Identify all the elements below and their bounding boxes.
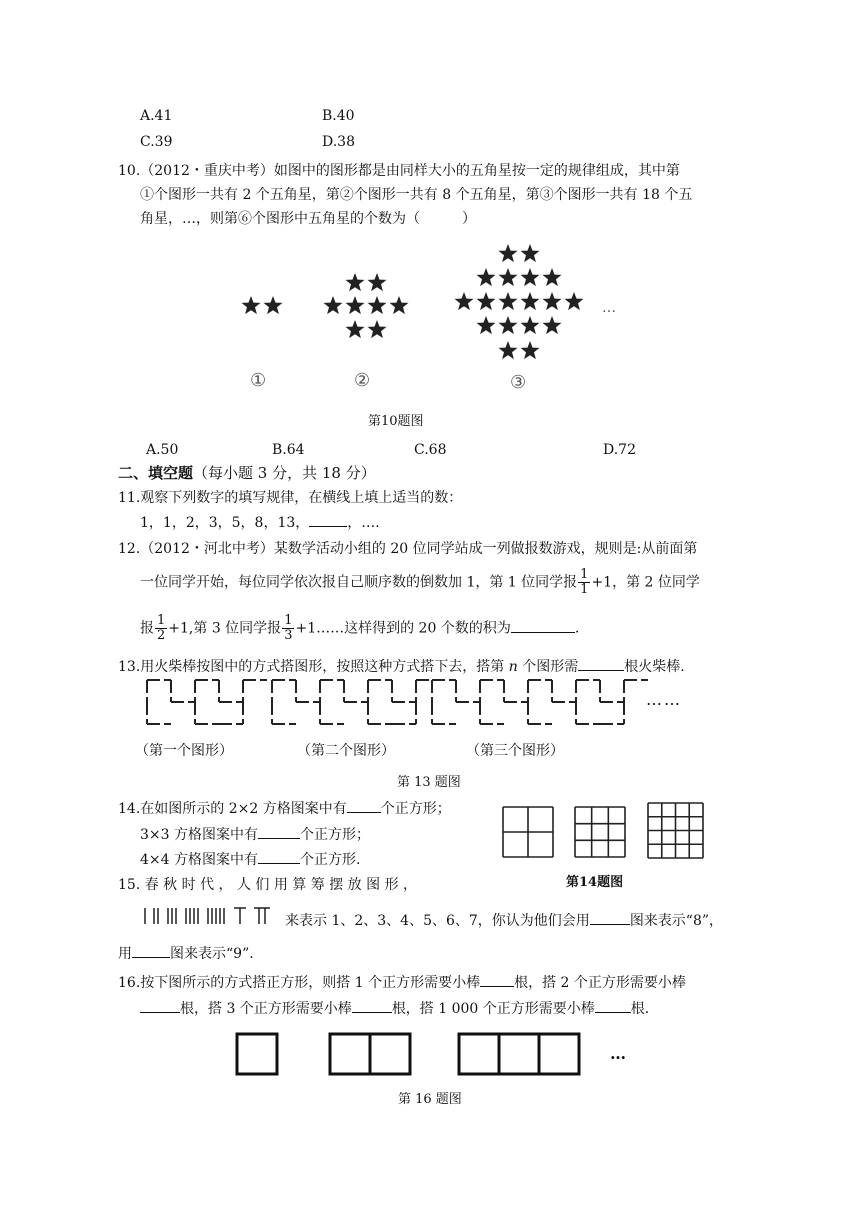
q14-line3b: 个正方形.: [300, 852, 361, 868]
q12-line3d: .: [574, 620, 580, 637]
q10-label-3: ③: [510, 372, 527, 393]
q16-caption: 第 16 题图: [398, 1092, 462, 1107]
q13-line1c: 根火柴棒.: [624, 659, 685, 675]
q12-fraction-2: $\frac{1}{2}$: [157, 613, 166, 643]
q10-line1: 10.（2012・重庆中考）如图中的图形都是由同样大小的五角星按一定的规律组成，其中第: [118, 163, 680, 179]
q12-line2a: 一位同学开始，每位同学依次报自己顺序数的倒数加 1，第 1 位同学报: [140, 574, 578, 591]
q12-line3c: +1……这样得到的 20 个数的积为: [295, 620, 511, 637]
q9-option-b: B.40: [322, 108, 355, 124]
q10-label-1: ①: [250, 370, 267, 391]
q16-line1a: 16.按下图所示的方式搭正方形，则搭 1 个正方形需要小棒: [118, 975, 481, 991]
q16-line2b: 根，搭 1 000 个正方形需要小棒: [391, 1001, 595, 1017]
q10-line2: ①个图形一共有 2 个五角星，第②个图形一共有 8 个五角星，第③个图形一共有 18 个五: [140, 187, 693, 203]
q9-option-a: A.41: [140, 108, 173, 124]
q13-label-1: （第一个图形）: [135, 743, 233, 759]
q11-seq: 1，1，2，3，5，8，13，: [140, 515, 310, 531]
q15-line3a: 用: [118, 946, 132, 962]
q14-line2a: 3×3 方格图案中有: [140, 827, 258, 843]
q14-line2b: 个正方形；: [300, 827, 370, 843]
q14-line1a: 14.在如图所示的 2×2 方格图案中有: [118, 801, 347, 817]
q12-line3a: 报: [140, 620, 154, 637]
q14-caption: 第14题图: [566, 875, 624, 890]
q11-line1: 11.观察下列数字的填写规律，在横线上填上适当的数：: [118, 490, 463, 506]
q10-option-b: B.64: [272, 442, 305, 458]
q10-line3: 角星，…，则第⑥个图形中五角星的个数为（ ）: [140, 211, 476, 227]
q12-line1: 12.（2012・河北中考）某数学活动小组的 20 位同学站成一列做报数游戏，规则是:从前面第: [118, 541, 698, 557]
q13-label-3: （第三个图形）: [466, 743, 564, 759]
q15-line2b: 图来表示“8”，: [629, 913, 724, 929]
q11-tail: ，….: [347, 515, 380, 531]
q16-line2c: 根.: [630, 1001, 650, 1017]
q13-dots: ……: [646, 690, 682, 709]
q10-option-c: C.68: [414, 442, 447, 458]
q12-line2b: +1，第 2 位同学: [591, 574, 700, 591]
q15-line3b: 图来表示“9”.: [170, 946, 254, 962]
q10-option-d: D.72: [603, 442, 636, 458]
q14-line3a: 4×4 方格图案中有: [140, 852, 258, 868]
q12-fraction-1: $\frac{1}{1}$: [580, 567, 589, 597]
q15-line2a: 来表示 1、2、3、4、5、6、7，你认为他们会用: [285, 913, 590, 929]
q9-option-c: C.39: [140, 134, 173, 150]
q10-label-2: ②: [354, 370, 371, 391]
q16-line2a: 根，搭 3 个正方形需要小棒: [180, 1001, 352, 1017]
q9-option-d: D.38: [322, 134, 355, 150]
q15-line1: 15. 春 秋 时 代 ， 人 们 用 算 筹 摆 放 图 形 ，: [118, 877, 418, 893]
q14-line1b: 个正方形；: [380, 801, 451, 817]
q13-label-2: （第二个图形）: [297, 743, 395, 759]
q12-fraction-3: $\frac{1}{3}$: [284, 613, 293, 643]
q13-n: n: [508, 659, 518, 675]
q10-ellipsis: …: [602, 300, 616, 316]
q10-caption: 第10题图: [368, 414, 424, 429]
section2-note: （每小题 3 分，共 18 分）: [193, 464, 376, 482]
q16-line1b: 根，搭 2 个正方形需要小棒: [514, 975, 686, 991]
q13-line1b: 个图形需: [517, 659, 579, 675]
q10-option-a: A.50: [146, 442, 179, 458]
section2-title: 二、填空题: [118, 464, 194, 482]
q16-dots: …: [610, 1044, 626, 1063]
q13-caption: 第 13 题图: [397, 775, 461, 790]
q12-line3b: +1,第 3 位同学报: [168, 620, 282, 637]
q13-line1a: 13.用火柴棒按图中的方式搭图形，按照这种方式搭下去，搭第: [118, 659, 509, 675]
